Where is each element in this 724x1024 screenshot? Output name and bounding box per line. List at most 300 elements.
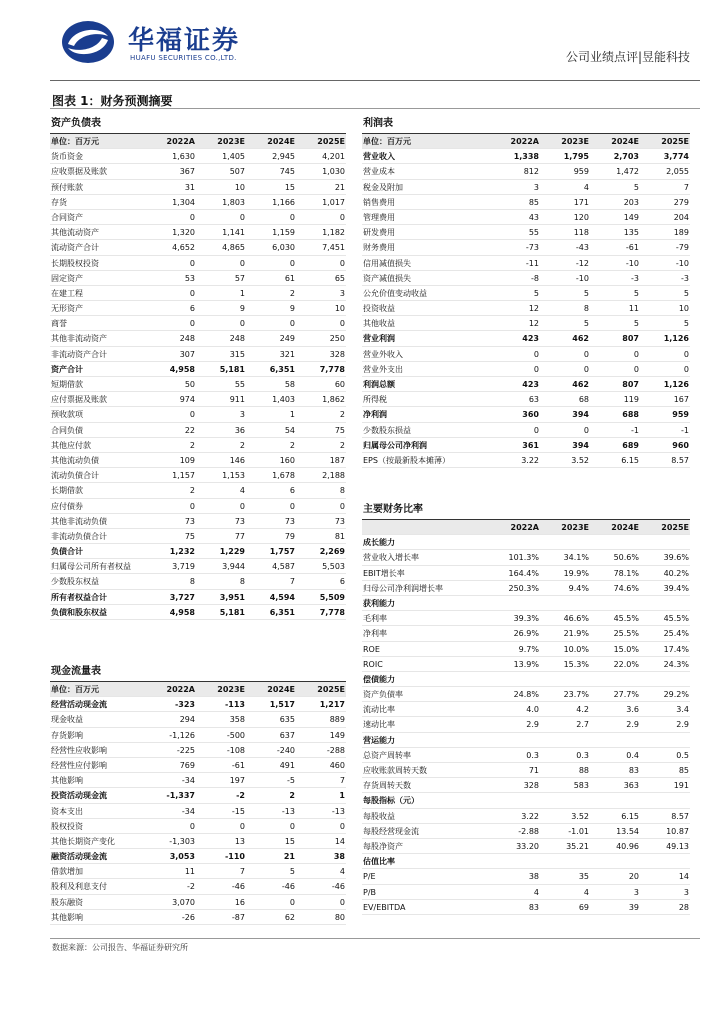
cell-value: -15 bbox=[231, 806, 245, 816]
table-row bbox=[362, 271, 690, 286]
cell-value: 10 bbox=[234, 182, 245, 192]
row-label: 总资产周转率 bbox=[363, 750, 411, 760]
cell-value: 12 bbox=[528, 304, 539, 314]
cell-value: 1,630 bbox=[172, 152, 195, 162]
row-label: 负债和股东权益 bbox=[51, 607, 107, 617]
cell-value: 250.3% bbox=[508, 583, 539, 593]
cell-value: 0 bbox=[633, 349, 639, 359]
cell-value: 31 bbox=[184, 182, 195, 192]
cell-value: 78.1% bbox=[613, 568, 639, 578]
cell-value bbox=[590, 854, 640, 868]
header-year: 2023E bbox=[217, 685, 245, 694]
cell-value: 203 bbox=[623, 197, 639, 207]
cell-value: -10 bbox=[625, 258, 639, 268]
cell-value: 28 bbox=[678, 902, 689, 912]
cell-value: 15.0% bbox=[613, 644, 639, 654]
row-label: 管理费用 bbox=[363, 212, 395, 222]
cell-value: 12 bbox=[528, 319, 539, 329]
table-row bbox=[50, 180, 346, 195]
cell-value: 0 bbox=[189, 288, 195, 298]
row-label: 资本支出 bbox=[51, 806, 83, 816]
cell-value: 6 bbox=[339, 577, 345, 587]
huafu-logo-icon bbox=[60, 18, 116, 66]
cell-value bbox=[640, 854, 690, 868]
row-label: 预收款项 bbox=[51, 410, 83, 420]
table-row bbox=[50, 423, 346, 438]
cell-value: 101.3% bbox=[508, 553, 539, 563]
cell-value: 812 bbox=[523, 167, 539, 177]
row-label: 存货 bbox=[51, 197, 67, 207]
cell-value: 3,774 bbox=[663, 152, 689, 162]
table-row bbox=[50, 728, 346, 743]
cell-value: 688 bbox=[622, 410, 639, 420]
cell-value: -1,303 bbox=[169, 836, 195, 846]
cell-value: -13 bbox=[331, 806, 345, 816]
cell-value: -46 bbox=[281, 882, 295, 892]
table-row bbox=[362, 301, 690, 316]
row-label: 营业成本 bbox=[363, 167, 395, 177]
cell-value: 974 bbox=[179, 395, 195, 405]
cell-value: 15 bbox=[284, 836, 295, 846]
cell-value: 5 bbox=[683, 319, 689, 329]
cell-value: 2.9 bbox=[526, 720, 539, 730]
row-label: 负债合计 bbox=[51, 547, 83, 557]
cell-value: 35.21 bbox=[566, 841, 589, 851]
table-row bbox=[50, 316, 346, 331]
cell-value: 65 bbox=[334, 273, 345, 283]
header-year: 2022A bbox=[510, 137, 539, 146]
cell-value: 0 bbox=[239, 258, 245, 268]
cell-value: 26.9% bbox=[513, 629, 539, 639]
cell-value bbox=[640, 793, 690, 807]
cell-value: -87 bbox=[231, 912, 245, 922]
cell-value: 1,126 bbox=[663, 380, 689, 389]
table-header-row bbox=[362, 520, 690, 535]
row-label: 流动比率 bbox=[363, 705, 395, 715]
cell-value: 4,865 bbox=[222, 243, 245, 253]
row-label: P/B bbox=[363, 887, 377, 897]
cell-value: 11 bbox=[628, 304, 639, 314]
table-row bbox=[362, 717, 690, 732]
cell-value bbox=[490, 854, 540, 868]
row-label: 偿债能力 bbox=[363, 674, 395, 684]
cell-value: 3 bbox=[239, 410, 245, 420]
table-row bbox=[50, 697, 346, 712]
row-label: 其他影响 bbox=[51, 912, 83, 922]
cell-value: 1,320 bbox=[172, 228, 195, 238]
cell-value: 20 bbox=[628, 872, 639, 882]
row-label: 非流动资产合计 bbox=[51, 349, 107, 359]
cell-value: 75 bbox=[184, 531, 195, 541]
table-row bbox=[50, 362, 346, 377]
cell-value: -73 bbox=[525, 243, 539, 253]
cell-value: 6,030 bbox=[272, 243, 295, 253]
row-label: 存货影响 bbox=[51, 730, 83, 740]
cell-value: 21.9% bbox=[563, 629, 589, 639]
cell-value: 109 bbox=[179, 455, 195, 465]
table-row bbox=[50, 407, 346, 422]
cell-value: 0 bbox=[289, 258, 295, 268]
cell-value: 40.2% bbox=[663, 568, 689, 578]
row-label: 股东融资 bbox=[51, 897, 83, 907]
table-row bbox=[362, 550, 690, 565]
table-row bbox=[362, 733, 690, 748]
cell-value: 0 bbox=[339, 501, 345, 511]
table-row bbox=[362, 778, 690, 793]
table-row bbox=[362, 377, 690, 392]
cell-value: 71 bbox=[528, 766, 539, 775]
cell-value: 16 bbox=[234, 897, 245, 907]
cell-value: 1,141 bbox=[222, 228, 245, 238]
cell-value: 135 bbox=[623, 228, 639, 238]
cell-value: 423 bbox=[522, 334, 539, 344]
row-label: 股利及利息支付 bbox=[51, 882, 107, 892]
header-year: 2024E bbox=[611, 523, 639, 532]
header-unit: 单位：百万元 bbox=[51, 685, 99, 694]
cell-value: 3,951 bbox=[219, 592, 245, 602]
table-row bbox=[362, 535, 690, 550]
cell-value: 3 bbox=[633, 887, 639, 897]
table-row bbox=[362, 900, 690, 915]
cell-value: 1 bbox=[239, 288, 245, 298]
header-year: 2025E bbox=[661, 137, 689, 146]
cell-value: 11 bbox=[184, 867, 195, 877]
row-label: 营业收入增长率 bbox=[363, 553, 419, 563]
cell-value: 0 bbox=[289, 897, 295, 907]
cell-value: 0.3 bbox=[576, 750, 589, 760]
table-row bbox=[362, 626, 690, 641]
cell-value: 8.57 bbox=[671, 811, 689, 821]
cell-value: 39.6% bbox=[663, 553, 689, 563]
row-label: 归属母公司净利润 bbox=[363, 440, 427, 450]
cell-value: 6 bbox=[289, 486, 295, 496]
cell-value: 29.2% bbox=[663, 690, 689, 700]
cell-value: -11 bbox=[525, 258, 539, 268]
cell-value: 24.8% bbox=[513, 690, 539, 700]
cell-value: 1,159 bbox=[272, 228, 295, 238]
row-label: 营业利润 bbox=[363, 334, 395, 344]
cell-value: 0 bbox=[189, 212, 195, 222]
cell-value: 507 bbox=[229, 167, 245, 177]
cell-value: 3 bbox=[683, 887, 689, 897]
cell-value: 7 bbox=[683, 182, 689, 192]
row-label: 资产合计 bbox=[51, 364, 83, 374]
cell-value: 61 bbox=[284, 273, 295, 283]
cell-value: 0 bbox=[339, 897, 345, 907]
cell-value: -1,337 bbox=[166, 791, 195, 801]
cell-value: 0 bbox=[533, 349, 539, 359]
cell-value: 75 bbox=[334, 425, 345, 435]
cell-value: 6.15 bbox=[621, 455, 639, 465]
income-statement-table bbox=[362, 116, 690, 468]
cell-value: 4 bbox=[239, 486, 245, 496]
header-year: 2022A bbox=[166, 137, 195, 146]
cell-value: 15 bbox=[284, 182, 295, 192]
row-label: 其他长期资产变化 bbox=[51, 836, 115, 846]
cell-value: 0.3 bbox=[526, 750, 539, 760]
cell-value: 7 bbox=[239, 867, 245, 877]
header-year: 2024E bbox=[611, 137, 639, 146]
cell-value: -1.01 bbox=[568, 826, 589, 836]
cell-value: 0 bbox=[239, 821, 245, 831]
header-year: 2025E bbox=[317, 685, 345, 694]
cell-value: 0 bbox=[289, 212, 295, 222]
cash-flow-title: 现金流量表 bbox=[50, 664, 346, 682]
balance-sheet-title: 资产负债表 bbox=[50, 116, 346, 134]
row-label: 应付票据及账款 bbox=[51, 395, 107, 405]
cell-value: 889 bbox=[329, 715, 345, 725]
cell-value: 0 bbox=[289, 319, 295, 329]
table-row bbox=[50, 195, 346, 210]
financial-ratios-title: 主要财务比率 bbox=[362, 502, 690, 520]
cell-value: 10.87 bbox=[666, 826, 689, 836]
row-label: 营运能力 bbox=[363, 735, 395, 745]
cell-value bbox=[640, 733, 690, 747]
cell-value: 83 bbox=[528, 902, 539, 912]
table-row bbox=[50, 544, 346, 559]
cell-value: 3,727 bbox=[169, 592, 195, 602]
cell-value: -34 bbox=[181, 776, 195, 786]
table-row bbox=[50, 804, 346, 819]
cell-value: -288 bbox=[326, 745, 345, 755]
row-label: EV/EBITDA bbox=[363, 902, 406, 912]
cell-value: -113 bbox=[224, 700, 245, 710]
cell-value: 22.0% bbox=[613, 659, 639, 669]
cell-value: 62 bbox=[284, 912, 295, 922]
table-row bbox=[50, 453, 346, 468]
cell-value: -13 bbox=[281, 806, 295, 816]
cell-value: -225 bbox=[176, 745, 195, 755]
cell-value: 4.2 bbox=[576, 705, 589, 715]
table-header-row bbox=[362, 134, 690, 149]
cell-value: 2,188 bbox=[322, 471, 345, 481]
row-label: 营业外收入 bbox=[363, 349, 403, 359]
data-source-note: 数据来源：公司报告、华福证券研究所 bbox=[52, 943, 188, 952]
cell-value: 13.9% bbox=[513, 659, 539, 669]
cell-value: 22 bbox=[184, 425, 195, 435]
logo-chinese-name: 华福证券 bbox=[128, 26, 241, 56]
row-label: 资产减值损失 bbox=[363, 273, 411, 283]
cell-value: 7,778 bbox=[319, 364, 345, 374]
cell-value: 1,304 bbox=[172, 197, 195, 207]
table-row bbox=[50, 895, 346, 910]
cell-value: 363 bbox=[623, 781, 639, 791]
cell-value: 360 bbox=[522, 410, 539, 420]
cell-value: 53 bbox=[184, 273, 195, 283]
cell-value: 0 bbox=[289, 821, 295, 831]
cell-value: 1,403 bbox=[272, 395, 295, 405]
cell-value: -3 bbox=[631, 273, 639, 283]
cell-value: 74.6% bbox=[613, 583, 639, 593]
cell-value: 248 bbox=[179, 334, 195, 344]
cell-value: 3,719 bbox=[172, 562, 195, 572]
cell-value: 0 bbox=[683, 364, 689, 374]
row-label: 其他非流动资产 bbox=[51, 334, 107, 344]
table-row bbox=[362, 149, 690, 164]
row-label: 经营性应付影响 bbox=[51, 760, 107, 770]
cell-value: 40.96 bbox=[616, 841, 639, 851]
cell-value: 2 bbox=[189, 440, 195, 450]
cell-value: 0.4 bbox=[626, 750, 639, 760]
row-label: 经营性应收影响 bbox=[51, 745, 107, 755]
cell-value: 423 bbox=[522, 380, 539, 389]
cell-value: 1,157 bbox=[172, 471, 195, 481]
cell-value: 73 bbox=[334, 516, 345, 526]
cell-value bbox=[540, 793, 590, 807]
cell-value bbox=[590, 535, 640, 549]
cell-value: 36 bbox=[234, 425, 245, 435]
cell-value: 21 bbox=[334, 182, 345, 192]
cell-value: 0 bbox=[189, 258, 195, 268]
cell-value: 25.5% bbox=[613, 629, 639, 639]
cell-value: 14 bbox=[678, 872, 689, 882]
cell-value: 0 bbox=[339, 212, 345, 222]
cell-value: 689 bbox=[622, 440, 639, 450]
cell-value: 46.6% bbox=[563, 614, 589, 624]
cell-value: 294 bbox=[179, 715, 195, 725]
row-label: 应收票据及账款 bbox=[51, 167, 107, 177]
table-row bbox=[362, 687, 690, 702]
table-row bbox=[362, 164, 690, 179]
cell-value: 4,958 bbox=[169, 607, 195, 617]
cell-value: -26 bbox=[181, 912, 195, 922]
cell-value: 0 bbox=[239, 501, 245, 511]
row-label: 信用减值损失 bbox=[363, 258, 411, 268]
income-statement-rows bbox=[362, 134, 690, 468]
cell-value: 85 bbox=[528, 197, 539, 207]
row-label: 合同资产 bbox=[51, 212, 83, 222]
table-row bbox=[50, 879, 346, 894]
logo-english-name: HUAFU SECURITIES CO.,LTD. bbox=[130, 54, 237, 62]
footer-divider bbox=[50, 938, 700, 939]
cell-value: 119 bbox=[623, 395, 639, 405]
cell-value: 5 bbox=[533, 288, 539, 298]
table-row bbox=[362, 362, 690, 377]
cell-value: 2 bbox=[289, 288, 295, 298]
row-label: 所得税 bbox=[363, 395, 387, 405]
table-row bbox=[50, 271, 346, 286]
cell-value: 9.7% bbox=[518, 644, 539, 654]
cell-value: -61 bbox=[231, 760, 245, 770]
cell-value: 2,055 bbox=[666, 167, 689, 177]
cell-value: 1,803 bbox=[222, 197, 245, 207]
cell-value: 50 bbox=[184, 380, 195, 389]
cell-value: 17.4% bbox=[663, 644, 689, 654]
cell-value: 0 bbox=[583, 425, 589, 435]
cell-value: 187 bbox=[329, 455, 345, 465]
cell-value: 0 bbox=[189, 410, 195, 420]
row-label: 营业收入 bbox=[363, 152, 395, 162]
cell-value: -43 bbox=[575, 243, 589, 253]
cell-value: 960 bbox=[672, 440, 689, 450]
cell-value: 57 bbox=[234, 273, 245, 283]
cell-value: 635 bbox=[279, 715, 295, 725]
cell-value: 4,958 bbox=[169, 364, 195, 374]
table-row bbox=[50, 286, 346, 301]
cell-value: 807 bbox=[622, 380, 639, 389]
row-label: 其他流动负债 bbox=[51, 455, 99, 465]
row-label: 在建工程 bbox=[51, 288, 83, 298]
header-year: 2023E bbox=[561, 523, 589, 532]
cell-value: 1 bbox=[339, 791, 345, 801]
cell-value: -1 bbox=[631, 425, 639, 435]
cell-value: 68 bbox=[578, 395, 589, 405]
cell-value: 3,053 bbox=[169, 852, 195, 862]
cell-value: 0 bbox=[289, 501, 295, 511]
table-row bbox=[50, 773, 346, 788]
cell-value: 7 bbox=[289, 577, 295, 587]
row-label: 借款增加 bbox=[51, 867, 83, 877]
cell-value: 88 bbox=[578, 766, 589, 775]
row-label: 其他非流动负债 bbox=[51, 516, 107, 526]
cell-value: 55 bbox=[234, 380, 245, 389]
cell-value: 45.5% bbox=[663, 614, 689, 624]
cell-value: 149 bbox=[329, 730, 345, 740]
cell-value: 15.3% bbox=[563, 659, 589, 669]
row-label: 长期股权投资 bbox=[51, 258, 99, 268]
cell-value: 6 bbox=[189, 304, 195, 314]
cell-value: 0 bbox=[189, 319, 195, 329]
cell-value: 73 bbox=[284, 516, 295, 526]
cell-value: 2,703 bbox=[613, 152, 639, 162]
cell-value: -110 bbox=[224, 852, 245, 862]
cell-value: 120 bbox=[573, 212, 589, 222]
cell-value: -2 bbox=[187, 882, 195, 892]
cell-value: 9.4% bbox=[568, 583, 589, 593]
row-label: 其他应付款 bbox=[51, 440, 91, 450]
cell-value: 63 bbox=[528, 395, 539, 405]
cell-value bbox=[490, 535, 540, 549]
cell-value: 248 bbox=[229, 334, 245, 344]
cell-value: 19.9% bbox=[563, 568, 589, 578]
cell-value bbox=[590, 793, 640, 807]
cell-value: 769 bbox=[179, 760, 195, 770]
cell-value: 1,030 bbox=[322, 167, 345, 177]
row-label: 流动资产合计 bbox=[51, 243, 99, 253]
table-row bbox=[50, 849, 346, 864]
table-row bbox=[362, 885, 690, 900]
cell-value: 1,862 bbox=[322, 395, 345, 405]
cell-value: 2.7 bbox=[576, 720, 589, 730]
table-row bbox=[50, 210, 346, 225]
table-row bbox=[50, 743, 346, 758]
cell-value: 0 bbox=[683, 349, 689, 359]
document-type: 公司业绩点评|昱能科技 bbox=[565, 50, 690, 64]
cell-value: 3.52 bbox=[571, 811, 589, 821]
row-label: 归母公司净利润增长率 bbox=[363, 583, 443, 593]
cell-value: 5 bbox=[633, 182, 639, 192]
row-label: 非流动负债合计 bbox=[51, 531, 107, 541]
header-divider bbox=[50, 80, 700, 81]
cell-value: -46 bbox=[231, 882, 245, 892]
table-row bbox=[362, 763, 690, 778]
row-label: 速动比率 bbox=[363, 720, 395, 730]
header-year: 2022A bbox=[166, 685, 195, 694]
cell-value: 0 bbox=[633, 364, 639, 374]
row-label: 现金收益 bbox=[51, 715, 83, 725]
cell-value: 1,517 bbox=[269, 700, 295, 710]
row-label: P/E bbox=[363, 872, 376, 882]
cell-value: 171 bbox=[573, 197, 589, 207]
cell-value: 4 bbox=[533, 887, 539, 897]
cell-value: -61 bbox=[625, 243, 639, 253]
cell-value: 1,017 bbox=[322, 197, 345, 207]
table-row bbox=[50, 788, 346, 803]
row-label: 经营活动现金流 bbox=[51, 700, 107, 710]
cell-value: 83 bbox=[628, 766, 639, 775]
cell-value: 7,451 bbox=[322, 243, 345, 253]
cell-value: 0 bbox=[583, 349, 589, 359]
